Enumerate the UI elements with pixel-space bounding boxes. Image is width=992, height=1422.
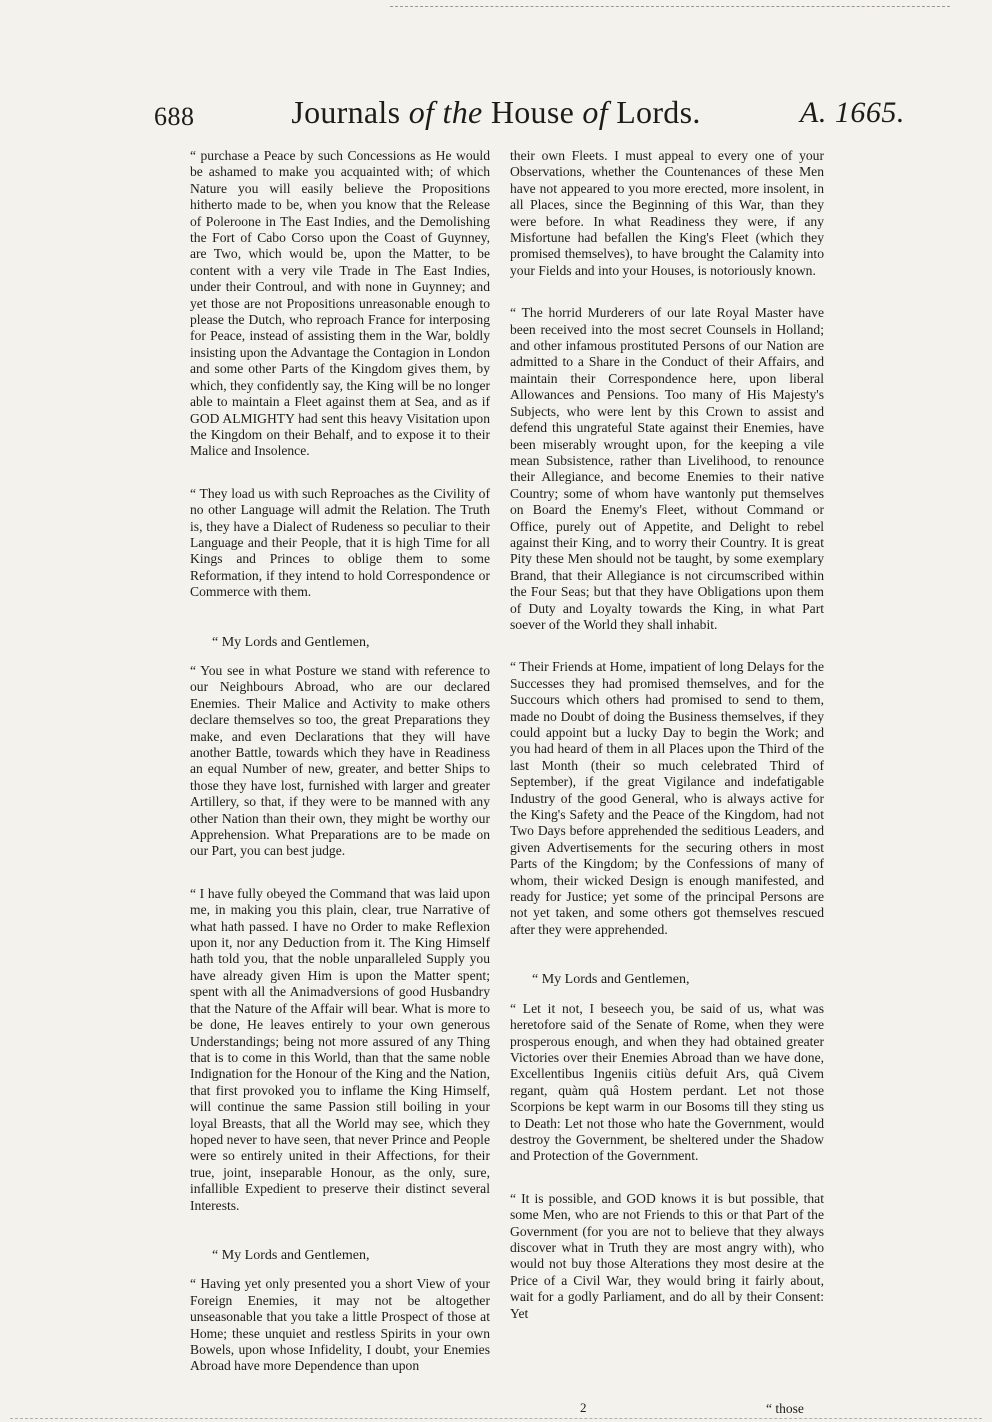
title-word-of-2: of xyxy=(582,94,608,130)
title-word-the: the xyxy=(442,94,483,130)
title-word-of: of xyxy=(408,94,435,130)
right-column xyxy=(510,148,824,1326)
paragraph: “ I have fully obeyed the Command that was laid upon me, in making you this plain, clear, true Narrative of what hath passed. I have no Order to make Reflexion upon it, nor any Deduction from it. The King Himself hath told you, that the noble unparalleled Supply you have already given Him is upon the Matter spent; spent with all the Animadversions of good Husbandry that the Nature of the Affair will bear. What is more to be done, He leaves entirely to your own generous Understandings; being not more assured of any Thing that is to come in this World, than that the same noble Indignation for the Honour of the King and the Nation, that first provoked you to inflame the King Himself, will continue the same Passion still boiling in your loyal Breasts, that all the World may see, which they hoped never to have seen, that never Prince and People were so entirely united in their Affections, for their true, joint, inseparable Honour, as the only, sure, infallible Expedient to preserve their distinct several Interests. xyxy=(190,885,490,1213)
left-column xyxy=(190,148,490,1379)
signature-mark: 2 xyxy=(580,1400,587,1415)
paragraph: “ Having yet only presented you a short View of your Foreign Enemies, it may not be altogether unseasonable that you take a little Prospect of those at Home; these unquiet and restless Spirits in your own Bowels, upon whose Infidelity, I doubt, your Enemies Abroad have more Dependence than upon xyxy=(190,1276,490,1374)
bottom-rule xyxy=(10,1418,982,1419)
paragraph: “ purchase a Peace by such Concessions as He would be ashamed to make you acquainted with; of which Nature you will easily believe the Propositions hitherto made to be, when you know that the Release of Poleroone in The East Indies, and the Demolishing the Fort of Cabo Corso upon the Coast of Guynney, are Two, which would be, upon the Matter, to be content with a very vile Trade in The East Indies, under their Controul, and with none in Guynney; and yet those are not Propositions unreasonable enough to please the Dutch, who reproach France for interposing for Peace, instead of assisting them in the War, boldly insisting upon the Advantage the Contagion in London and some other Parts of the Kingdom gives them, by which, they confidently say, the King will be no longer able to maintain a Fleet against them at Sea, and as if GOD ALMIGHTY had sent this heavy Visitation upon the Kingdom on their Behalf, and to expose it to their Malice and Insolence. xyxy=(190,148,490,459)
title-word-lords: Lords. xyxy=(616,94,701,130)
paragraph: their own Fleets. I must appeal to every one of your Observations, whether the Countenances of these Men have not appeared to you more erected, more insolent, in all Places, since the Beginning of this War, than they were before. In what Readiness they were, if any Misfortune had befallen the King's Fleet (which they promised themselves), to have brought the Calamity into your Fields and into your Houses, is notoriously known. xyxy=(510,148,824,278)
paragraph: “ The horrid Murderers of our late Royal Master have been received into the most secret Counsels in Holland; and other infamous prostituted Persons of our Nation are admitted to a Share in the Conduct of their Affairs, and maintain their Correspondence here, upon liberal Allowances and Pensions. Too many of His Majesty's Subjects, who were lent by this Crown to assist and defend this ungrateful State against their Enemies, have been miserably wrought upon, for the keeping a vile mean Subsistence, rather than Livelihood, to renounce their Allegiance, and become Enemies to their native Country; some of whom have wantonly put themselves on Board the Enemy's Fleet, without Command or Office, purely out of Appetite, and Delight to rebel against their King, and to worry their Country. It is great Pity these Men should not be taught, by some exemplary Brand, that their Allegiance is not circumscribed within the Four Seas; but that they have Obligations upon them of Duty and Loyalty towards the King, in what Part soever of the World they shall inhabit. xyxy=(510,305,824,632)
page-number: 688 xyxy=(154,102,195,131)
section-heading: “ My Lords and Gentlemen, xyxy=(532,972,690,988)
paragraph: “ Their Friends at Home, impatient of long Delays for the Successes they had promised themselves, and for the Succours which others had promised to send to them, made no Doubt of doing the Business themselves, if they could appoint but a lucky Day to begin the Work; and you had heard of them in all Places upon the Third of the last Month (their so much celebrated Third of September), if the great Vigilance and indefatigable Industry of the good General, who is always active for the King's Safety and the Peace of the Kingdom, had not Two Days before apprehended the seditious Leaders, and given Advertisements for the securing others in most Parts of the Kingdom; by the Confessions of many of whom, their wicked Design is enough manifested, and ready for Justice; yet some of the principal Persons are not yet taken, and some others got themselves rescued after they were apprehended. xyxy=(510,659,824,937)
paragraph: “ Let it not, I beseech you, be said of us, what was heretofore said of the Senate of Rome, when they were prosperous enough, and when they had obtained greater Victories over their Enemies Abroad than we have done, Excellentibus Ingeniis citiùs defuit Ars, quâ Civem regant, quàm quâ Hostem perdant. Let not those Scorpions be kept warm in our Bosoms till they sting us to Death: Let not those who hate the Government, would destroy the Government, be sheltered under the Shadow and Protection of the Government. xyxy=(510,1000,824,1164)
section-heading: “ My Lords and Gentlemen, xyxy=(212,634,370,650)
top-rule xyxy=(390,6,950,7)
year-mark: A. 1665. xyxy=(800,96,905,129)
title-word-journals: Journals xyxy=(291,94,401,130)
paragraph: “ You see in what Posture we stand with reference to our Neighbours Abroad, who are our declared Enemies. Their Malice and Activity to make others declare themselves so too, the great Preparations they make, and even Declarations that they will have another Battle, towards which they have in Readiness an equal Number of new, greater, and better Ships to those they have lost, furnished with larger and greater Artillery, so that, if they were to be manned with any other Nation than their own, they might be worthy our Apprehension. What Preparations are to be made on our Part, you can best judge. xyxy=(190,662,490,859)
section-heading: “ My Lords and Gentlemen, xyxy=(212,1247,370,1263)
page-header xyxy=(0,78,992,138)
paragraph: “ They load us with such Reproaches as the Civility of no other Language will admit the Relation. The Truth is, they have a Dialect of Rudeness so peculiar to their Language and their People, that it is high Time for all Kings and Princes to oblige them to some Reformation, if they intend to hold Correspondence or Commerce with them. xyxy=(190,485,490,600)
catchword: “ those xyxy=(766,1401,804,1416)
paragraph: “ It is possible, and GOD knows it is but possible, that some Men, who are not Friends to this or that Part of the Government (for you are not to believe that they always discover what in Truth they are most angry with), who would not buy those Alterations they most desire at the Price of a Civil War, they would bring it fairly about, wait for a godly Parliament, and do all by their Consent: Yet xyxy=(510,1190,824,1321)
title-word-house: House xyxy=(490,94,575,130)
